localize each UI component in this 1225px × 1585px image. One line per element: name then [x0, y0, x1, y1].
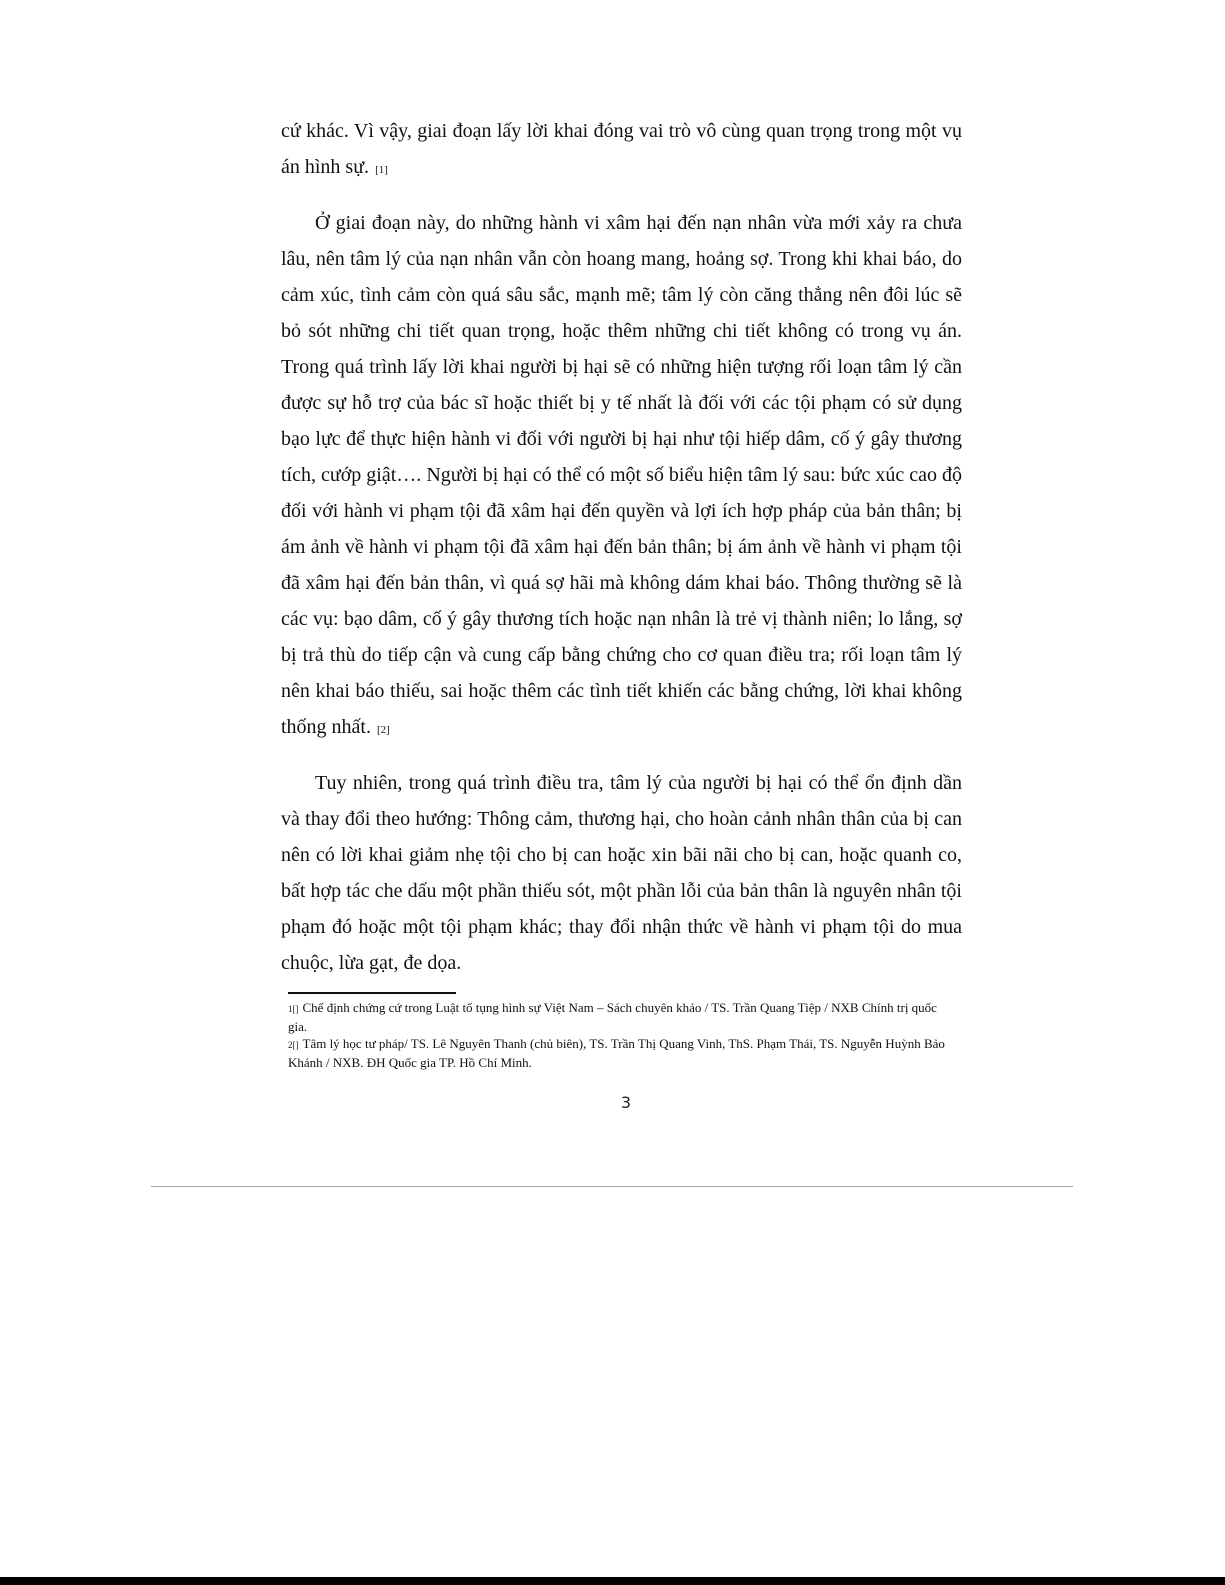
paragraph-text: Ở giai đoạn này, do những hành vi xâm hại đến nạn nhân vừa mới xảy ra chưa lâu, nên tâm lý của nạn nhân vẫn còn hoang mang, hoảng sợ. Trong khi khai báo, do cảm xúc, tình cảm còn quá sâu sắc, mạnh mẽ; tâm lý còn căng thẳng nên đôi lúc sẽ bỏ sót những chi tiết quan trọng, hoặc thêm những chi tiết không có trong vụ án. Trong quá trình lấy lời khai người bị hại sẽ có những hiện tượng rối loạn tâm lý cần được sự hỗ trợ của bác sĩ hoặc thiết bị y tế nhất là đối với các tội phạm có sử dụng bạo lực để thực hiện hành vi đối với người bị hại như tội hiếp dâm, cố ý gây thương tích, cướp giật…. Người bị hại có thể có một số biểu hiện tâm lý sau: bức xúc cao độ đối với hành vi phạm tội đã xâm hại đến quyền và lợi ích hợp pháp của bản thân; bị ám ảnh về hành vi phạm tội đã xâm hại đến bản thân; bị ám ảnh về hành vi phạm tội đã xâm hại đến bản thân, vì quá sợ hãi mà không dám khai báo. Thông thường sẽ là các vụ: bạo dâm, cố ý gây thương tích hoặc nạn nhân là trẻ vị thành niên; lo lắng, sợ bị trả thù do tiếp cận và cung cấp bằng chứng cho cơ quan điều tra; rối loạn tâm lý nên khai báo thiếu, sai hoặc thêm các tình tiết khiến các bằng chứng, lời khai không thống nhất. — [281, 212, 962, 738]
footnote-2 — [288, 1035, 958, 1071]
footnote-mark: 2[] — [288, 1040, 299, 1050]
page-break-line — [151, 1186, 1073, 1187]
paragraph-text: cứ khác. Vì vậy, giai đoạn lấy lời khai đóng vai trò vô cùng quan trọng trong một vụ án hình sự. — [281, 120, 962, 178]
footnote-1 — [288, 999, 958, 1035]
footnotes — [288, 999, 958, 1071]
viewer-bottom-edge — [0, 1577, 1225, 1585]
footnote-mark: 1[] — [288, 1004, 299, 1014]
paragraph-text: Tuy nhiên, trong quá trình điều tra, tâm lý của người bị hại có thể ổn định dần và thay đổi theo hướng: Thông cảm, thương hại, cho hoàn cảnh nhân thân của bị can nên có lời khai giảm nhẹ tội cho bị can hoặc xin bãi nãi cho bị can, hoặc quanh co, bất hợp tác che dấu một phần thiếu sót, một phần lỗi của bản thân là nguyên nhân tội phạm đó hoặc một tội phạm khác; thay đổi nhận thức về hành vi phạm tội do mua chuộc, lừa gạt, đe dọa. — [281, 772, 962, 974]
page-number: 3 — [620, 1093, 632, 1112]
footnote-text: Tâm lý học tư pháp/ TS. Lê Nguyên Thanh (chủ biên), TS. Trần Thị Quang Vinh, ThS. Phạm Thái, TS. Nguyễn Huỳnh Bảo Khánh / NXB. ĐH Quốc gia TP. Hồ Chí Minh. — [288, 1036, 945, 1070]
citation-marker[interactable]: [2] — [377, 724, 390, 736]
document-body — [281, 113, 962, 981]
body-paragraph-2 — [281, 205, 962, 748]
body-paragraph-3 — [281, 765, 962, 981]
footnote-text: Chế định chứng cứ trong Luật tố tụng hình sự Việt Nam – Sách chuyên khảo / TS. Trần Quang Tiệp / NXB Chính trị quốc gia. — [288, 1000, 937, 1034]
citation-marker[interactable]: [1] — [375, 164, 388, 176]
footnote-separator — [288, 992, 456, 994]
body-paragraph-1 — [281, 113, 962, 188]
